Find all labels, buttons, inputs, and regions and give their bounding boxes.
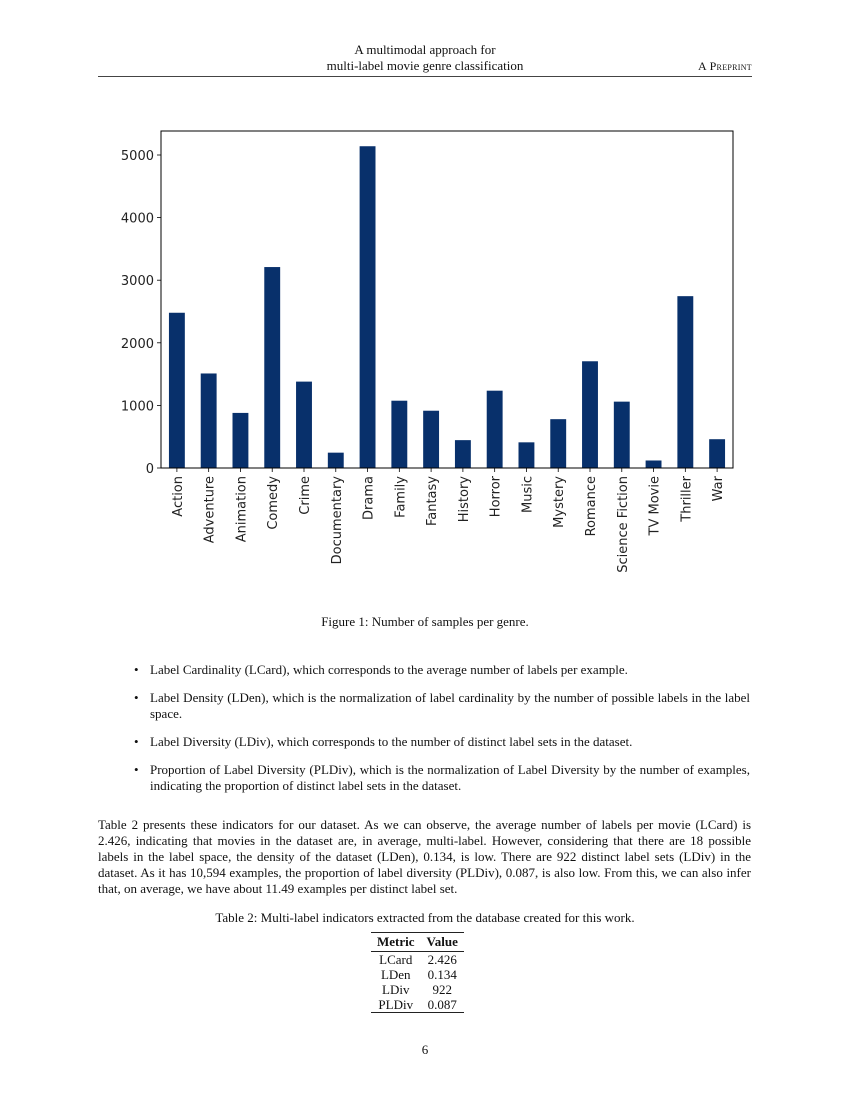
- header-preprint: A Preprint: [697, 59, 752, 73]
- x-tick-label: Romance: [584, 476, 599, 537]
- x-tick-label: Science Fiction: [615, 476, 631, 573]
- metrics-table: [371, 932, 464, 1013]
- x-tick-label: Animation: [234, 476, 250, 543]
- table-row: [371, 952, 464, 968]
- x-tick-label: Documentary: [329, 476, 345, 565]
- bar-tv-movie: [646, 460, 662, 468]
- y-tick-label: 3000: [120, 274, 154, 290]
- bar-history: [455, 440, 471, 468]
- x-tick-label: Crime: [298, 476, 313, 515]
- figure-caption: Figure 1: Number of samples per genre.: [321, 614, 529, 629]
- y-tick-label: 2000: [120, 336, 154, 352]
- y-tick-label: 0: [145, 462, 154, 477]
- cell: LDiv: [382, 982, 410, 997]
- x-tick-label: Family: [393, 476, 409, 518]
- cell: LDen: [380, 967, 411, 982]
- bar-crime: [296, 382, 312, 468]
- bar-music: [519, 442, 535, 468]
- cell: LCard: [379, 952, 413, 967]
- table-row: [371, 967, 464, 982]
- bar-action: [169, 313, 185, 468]
- bar-comedy: [264, 267, 280, 468]
- bar-horror: [487, 391, 503, 468]
- bar-war: [709, 439, 725, 468]
- cell: 922: [432, 982, 452, 997]
- y-tick-label: 5000: [120, 149, 154, 164]
- bar-adventure: [201, 373, 217, 468]
- bullet-item: • Label Diversity (LDiv), which corresponds to the number of distinct label sets in the dataset.: [128, 734, 750, 750]
- x-tick-label: Fantasy: [425, 476, 441, 527]
- x-tick-label: Adventure: [202, 476, 218, 544]
- x-tick-label: Horror: [488, 476, 504, 518]
- bullet-list: [128, 662, 750, 806]
- bar-documentary: [328, 453, 344, 468]
- cell: PLDiv: [378, 997, 414, 1012]
- page-number: 6: [421, 1042, 429, 1057]
- bar-animation: [233, 413, 249, 468]
- bar-science-fiction: [614, 402, 630, 468]
- bar-family: [391, 401, 407, 468]
- x-tick-label: History: [456, 476, 472, 523]
- x-tick-label: Music: [520, 476, 536, 513]
- table-row: [371, 982, 464, 997]
- bar-mystery: [550, 419, 566, 468]
- table-row: [371, 997, 464, 1013]
- table-caption: Table 2: Multi-label indicators extracted from the database created for this work.: [215, 910, 635, 925]
- cell: 2.426: [427, 952, 457, 967]
- table-header: Metric: [371, 933, 421, 952]
- x-tick-label: Comedy: [266, 476, 282, 530]
- header-title-line1: A multimodal approach for: [354, 42, 496, 57]
- cell: 0.087: [427, 997, 457, 1012]
- bullet-item: • Label Cardinality (LCard), which corresponds to the average number of labels per example.: [128, 662, 750, 678]
- bullet-item: • Proportion of Label Diversity (PLDiv), which is the normalization of Label Diversity by the number of examples, indicating the proportion of distinct label sets in the dataset.: [128, 762, 750, 794]
- x-tick-label: Action: [170, 476, 186, 517]
- bar-thriller: [677, 296, 693, 468]
- bar-fantasy: [423, 411, 439, 468]
- body-paragraph: Table 2 presents these indicators for our dataset. As we can observe, the average number of labels per movie (LCard) is 2.426, indicating that movies in the dataset are, in average, multi-label. However, considering that there are 18 possible labels in the label space, the density of the dataset (LDen), 0.134, is low. There are 922 distinct label sets (LDiv) in the dataset. As it has 10,594 examples, the proportion of label diversity (PLDiv), 0.087, is also low. From this, we can also infer that, on average, we have about 11.49 examples per distinct label set.: [98, 817, 751, 896]
- y-tick-label: 1000: [120, 399, 154, 415]
- y-tick-label: 4000: [120, 211, 154, 227]
- x-tick-label: War: [711, 476, 727, 502]
- x-tick-label: Drama: [361, 476, 377, 520]
- bar-romance: [582, 361, 598, 468]
- cell: 0.134: [427, 967, 457, 982]
- header-title-line2: multi-label movie genre classification: [326, 58, 524, 73]
- bar-drama: [360, 146, 376, 468]
- bullet-item: • Label Density (LDen), which is the normalization of label cardinality by the number of possible labels in the label space.: [128, 690, 750, 722]
- table-header: Value: [421, 933, 464, 952]
- x-tick-label: Mystery: [552, 476, 568, 528]
- x-tick-label: Thriller: [679, 476, 695, 522]
- x-tick-label: TV Movie: [647, 476, 663, 536]
